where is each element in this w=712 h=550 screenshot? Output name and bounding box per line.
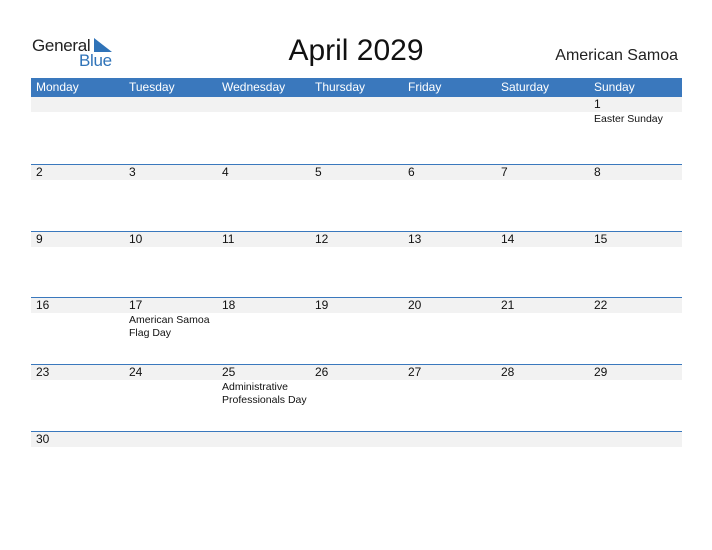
calendar-day: [217, 97, 310, 163]
calendar-day: [124, 365, 217, 431]
calendar-day: [31, 298, 124, 364]
calendar-day: [310, 365, 403, 431]
calendar-day: [496, 165, 589, 231]
day-number: 10: [124, 232, 217, 247]
day-number: 17: [124, 298, 217, 313]
calendar-day: [403, 365, 496, 431]
calendar-week: [31, 97, 682, 163]
calendar-day: [403, 97, 496, 163]
day-number: 9: [31, 232, 124, 247]
day-number: [124, 97, 217, 112]
day-number: 21: [496, 298, 589, 313]
calendar-day: [217, 232, 310, 297]
calendar-day: [403, 232, 496, 297]
day-number: 1: [589, 97, 682, 112]
weekday-friday: Friday: [408, 80, 442, 94]
day-number: 24: [124, 365, 217, 380]
day-number: 6: [403, 165, 496, 180]
calendar-day: [124, 165, 217, 231]
calendar-week: [31, 431, 682, 452]
calendar-day: [589, 365, 682, 431]
day-number: 16: [31, 298, 124, 313]
day-number: 11: [217, 232, 310, 247]
day-number: [31, 97, 124, 112]
day-number: 5: [310, 165, 403, 180]
calendar-day: [310, 165, 403, 231]
day-number: [124, 432, 217, 447]
day-number: 27: [403, 365, 496, 380]
calendar-day: [496, 298, 589, 364]
day-number: 25: [217, 365, 310, 380]
day-number: 23: [31, 365, 124, 380]
day-number: 8: [589, 165, 682, 180]
day-number: [310, 432, 403, 447]
day-number: 22: [589, 298, 682, 313]
day-number: 4: [217, 165, 310, 180]
weekday-tuesday: Tuesday: [129, 80, 175, 94]
calendar-day: [124, 232, 217, 297]
weekday-saturday: Saturday: [501, 80, 550, 94]
calendar-day: [403, 165, 496, 231]
day-number: [217, 432, 310, 447]
calendar-day: [589, 165, 682, 231]
calendar-day: [217, 365, 310, 431]
day-number: 15: [589, 232, 682, 247]
region-label: American Samoa: [555, 47, 678, 64]
weekday-thursday: Thursday: [315, 80, 366, 94]
calendar-day: [31, 432, 124, 452]
calendar-day: [31, 232, 124, 297]
holiday-event: Easter Sunday: [594, 113, 663, 125]
calendar-day: [31, 365, 124, 431]
calendar-day: [124, 298, 217, 364]
calendar-day: [589, 232, 682, 297]
calendar-day: [310, 298, 403, 364]
calendar-day: [124, 432, 217, 452]
logo-text-blue: Blue: [79, 51, 112, 70]
calendar-day: [31, 165, 124, 231]
calendar-week: [31, 164, 682, 231]
day-number: 30: [31, 432, 124, 447]
day-number: [496, 432, 589, 447]
day-number: 7: [496, 165, 589, 180]
calendar-day: [217, 432, 310, 452]
day-number: [310, 97, 403, 112]
calendar-day: [217, 165, 310, 231]
day-number: 3: [124, 165, 217, 180]
day-number: 13: [403, 232, 496, 247]
calendar-day: [124, 97, 217, 163]
day-number: 2: [31, 165, 124, 180]
calendar-day: [589, 97, 682, 163]
day-number: 28: [496, 365, 589, 380]
calendar-day: [589, 298, 682, 364]
weekday-monday: Monday: [36, 80, 79, 94]
calendar-day: [31, 97, 124, 163]
day-number: 12: [310, 232, 403, 247]
day-number: [403, 432, 496, 447]
holiday-event: Administrative Professionals Day: [222, 381, 307, 406]
calendar-week: [31, 364, 682, 431]
calendar-day: [217, 298, 310, 364]
calendar-week: [31, 297, 682, 364]
day-number: 26: [310, 365, 403, 380]
day-number: [403, 97, 496, 112]
calendar-day: [496, 365, 589, 431]
day-number: [589, 432, 682, 447]
day-number: 29: [589, 365, 682, 380]
weekday-sunday: Sunday: [594, 80, 635, 94]
weekday-header: [31, 78, 682, 97]
calendar-day: [589, 432, 682, 452]
holiday-event: American Samoa Flag Day: [129, 314, 210, 339]
calendar-week: [31, 231, 682, 297]
day-number: 18: [217, 298, 310, 313]
calendar-day: [310, 97, 403, 163]
calendar-day: [403, 298, 496, 364]
calendar-day: [496, 432, 589, 452]
day-number: [496, 97, 589, 112]
day-number: 20: [403, 298, 496, 313]
calendar-day: [310, 232, 403, 297]
calendar-day: [496, 97, 589, 163]
page-title: April 2029: [288, 34, 424, 67]
calendar-day: [310, 432, 403, 452]
calendar-day: [403, 432, 496, 452]
day-number: 19: [310, 298, 403, 313]
weekday-wednesday: Wednesday: [222, 80, 286, 94]
calendar-day: [496, 232, 589, 297]
logo-text-general: General: [32, 36, 91, 55]
day-number: 14: [496, 232, 589, 247]
day-number: [217, 97, 310, 112]
